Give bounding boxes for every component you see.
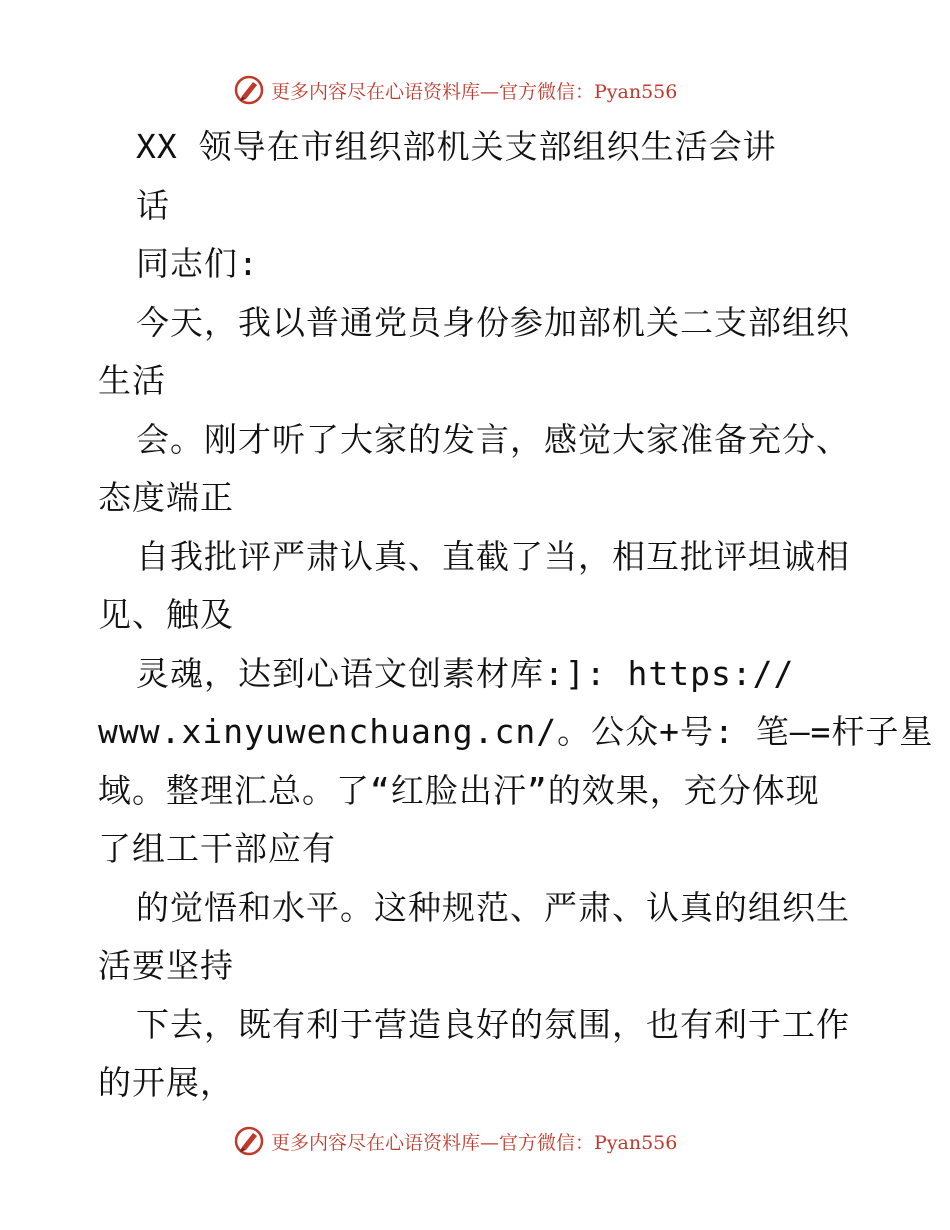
- doc-text-line: 了组工干部应有: [98, 829, 336, 868]
- doc-text-line: 灵魂，达到心语文创素材库:]: https://: [136, 653, 795, 693]
- doc-text-line: 域。整理汇总。了“红脸出汗”的效果，充分体现: [98, 770, 820, 810]
- document-body: [98, 118, 934, 1113]
- doc-text-line: 的开展，: [98, 1063, 234, 1102]
- doc-text-line: 态度端正: [98, 478, 234, 517]
- doc-text-line: 见、触及: [98, 595, 234, 634]
- doc-text-line: 的觉悟和水平。这种规范、严肃、认真的组织生: [136, 887, 850, 927]
- doc-text-line: 下去，既有利于营造良好的氛围，也有利于工作: [136, 1004, 850, 1044]
- doc-salutation: 同志们:: [136, 244, 259, 283]
- doc-title-line-2: 话: [136, 185, 170, 225]
- pen-logo-icon: [233, 1125, 265, 1157]
- footer-banner-text: 更多内容尽在心语资料库—官方微信：Pyan556: [271, 1131, 678, 1154]
- doc-text-line: 生活: [98, 361, 166, 400]
- doc-text-line: 活要坚持: [98, 946, 234, 985]
- footer-banner: [233, 1124, 677, 1158]
- doc-text-line: www.xinyuwenchuang.cn/。公众+号: 笔—=杆子星: [98, 712, 934, 751]
- doc-text-line: 今天，我以普通党员身份参加部机关二支部组织: [136, 302, 850, 342]
- pen-logo-icon: [233, 74, 265, 106]
- header-banner-text: 更多内容尽在心语资料库—官方微信：Pyan556: [271, 80, 678, 103]
- doc-title-line-1: XX 领导在市组织部机关支部组织生活会讲: [136, 127, 777, 166]
- doc-text-line: 会。刚才听了大家的发言，感觉大家准备充分、: [136, 419, 850, 459]
- header-banner: [233, 73, 677, 107]
- doc-text-line: 自我批评严肃认真、直截了当，相互批评坦诚相: [136, 536, 850, 576]
